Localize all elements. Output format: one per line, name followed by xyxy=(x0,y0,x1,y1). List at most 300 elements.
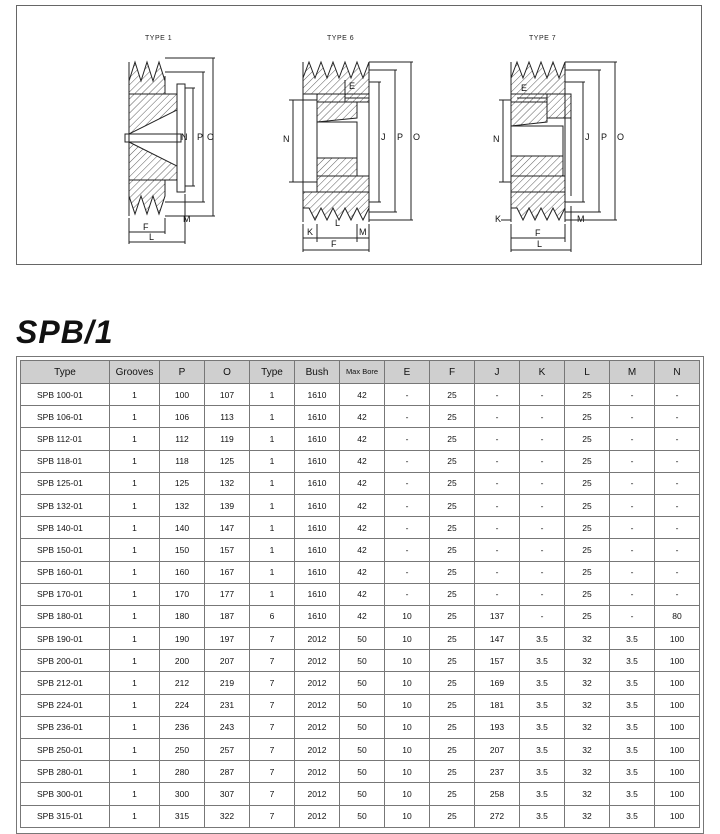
table-cell: 32 xyxy=(565,783,610,805)
table-cell: 42 xyxy=(340,517,385,539)
table-cell: 25 xyxy=(565,472,610,494)
table-cell: 1 xyxy=(110,672,160,694)
table-cell: - xyxy=(655,384,700,406)
table-cell: 1 xyxy=(110,450,160,472)
column-header: M xyxy=(610,361,655,384)
table-cell: - xyxy=(385,450,430,472)
table-cell: - xyxy=(385,428,430,450)
table-row xyxy=(21,406,700,428)
table-cell: 1 xyxy=(250,384,295,406)
table-cell: SPB 112-01 xyxy=(21,428,110,450)
table-cell: 1610 xyxy=(295,517,340,539)
table-cell: 25 xyxy=(430,650,475,672)
table-cell: 1 xyxy=(110,561,160,583)
table-cell: 257 xyxy=(205,739,250,761)
table-row xyxy=(21,539,700,561)
table-cell: 160 xyxy=(160,561,205,583)
table-cell: 2012 xyxy=(295,805,340,827)
table-cell: 118 xyxy=(160,450,205,472)
table-cell: 1 xyxy=(110,650,160,672)
type6-dim-k: K xyxy=(307,227,314,237)
table-cell: 50 xyxy=(340,694,385,716)
table-cell: 1 xyxy=(110,539,160,561)
table-cell: - xyxy=(610,583,655,605)
table-cell: 3.5 xyxy=(520,628,565,650)
table-cell: 1610 xyxy=(295,561,340,583)
table-cell: 200 xyxy=(160,650,205,672)
type1-drawing xyxy=(125,58,215,244)
table-cell: 10 xyxy=(385,761,430,783)
table-cell: - xyxy=(520,605,565,627)
table-cell: 25 xyxy=(430,428,475,450)
type7-dim-f: F xyxy=(535,228,541,238)
table-cell: 50 xyxy=(340,650,385,672)
table-cell: 300 xyxy=(160,783,205,805)
table-cell: 42 xyxy=(340,583,385,605)
column-header: E xyxy=(385,361,430,384)
table-cell: 100 xyxy=(655,805,700,827)
column-header: L xyxy=(565,361,610,384)
type1-dim-f: F xyxy=(143,222,149,232)
table-cell: 10 xyxy=(385,805,430,827)
table-cell: 42 xyxy=(340,561,385,583)
table-cell: 25 xyxy=(430,761,475,783)
table-cell: 1610 xyxy=(295,539,340,561)
table-cell: 25 xyxy=(565,450,610,472)
table-cell: 3.5 xyxy=(520,694,565,716)
table-cell: 157 xyxy=(475,650,520,672)
table-cell: 100 xyxy=(655,716,700,738)
table-cell: SPB 250-01 xyxy=(21,739,110,761)
table-cell: 100 xyxy=(160,384,205,406)
table-cell: 315 xyxy=(160,805,205,827)
table-cell: 2012 xyxy=(295,694,340,716)
table-cell: - xyxy=(610,472,655,494)
table-cell: 25 xyxy=(430,472,475,494)
table-cell: 237 xyxy=(475,761,520,783)
type7-dim-l: L xyxy=(537,239,543,249)
table-cell: 25 xyxy=(430,517,475,539)
table-cell: - xyxy=(655,428,700,450)
table-cell: - xyxy=(475,384,520,406)
table-cell: 25 xyxy=(565,428,610,450)
table-cell: 1610 xyxy=(295,450,340,472)
table-cell: 1 xyxy=(110,384,160,406)
table-header-row xyxy=(21,361,700,384)
table-cell: 169 xyxy=(475,672,520,694)
table-cell: 1610 xyxy=(295,605,340,627)
table-cell: 1 xyxy=(110,428,160,450)
table-cell: - xyxy=(520,539,565,561)
table-cell: 100 xyxy=(655,739,700,761)
table-cell: 80 xyxy=(655,605,700,627)
table-cell: - xyxy=(655,517,700,539)
type1-dim-l: L xyxy=(149,232,155,242)
table-cell: - xyxy=(475,539,520,561)
table-cell: 10 xyxy=(385,672,430,694)
type7-dim-k: K xyxy=(495,214,502,224)
table-cell: 119 xyxy=(205,428,250,450)
table-cell: 1610 xyxy=(295,406,340,428)
table-cell: 1 xyxy=(110,494,160,516)
table-cell: SPB 200-01 xyxy=(21,650,110,672)
table-cell: - xyxy=(475,472,520,494)
table-row xyxy=(21,517,700,539)
table-cell: 180 xyxy=(160,605,205,627)
table-cell: 25 xyxy=(430,406,475,428)
table-row xyxy=(21,428,700,450)
column-header: Type xyxy=(250,361,295,384)
table-cell: 157 xyxy=(205,539,250,561)
table-cell: 3.5 xyxy=(610,716,655,738)
table-cell: 25 xyxy=(430,384,475,406)
table-cell: - xyxy=(385,406,430,428)
table-cell: - xyxy=(385,494,430,516)
table-cell: SPB 212-01 xyxy=(21,672,110,694)
table-cell: 25 xyxy=(430,539,475,561)
table-cell: 187 xyxy=(205,605,250,627)
table-cell: 1610 xyxy=(295,428,340,450)
column-header: K xyxy=(520,361,565,384)
table-cell: - xyxy=(520,450,565,472)
table-cell: SPB 300-01 xyxy=(21,783,110,805)
type6-dim-f: F xyxy=(331,239,337,249)
spb-table-frame xyxy=(16,356,704,834)
table-cell: 287 xyxy=(205,761,250,783)
table-row xyxy=(21,583,700,605)
type6-dim-j: J xyxy=(381,132,386,142)
table-cell: 10 xyxy=(385,716,430,738)
table-cell: 1 xyxy=(110,783,160,805)
table-cell: 32 xyxy=(565,805,610,827)
table-cell: 25 xyxy=(565,583,610,605)
table-cell: SPB 170-01 xyxy=(21,583,110,605)
table-cell: 1 xyxy=(110,694,160,716)
table-cell: 190 xyxy=(160,628,205,650)
table-cell: 25 xyxy=(430,628,475,650)
table-cell: 112 xyxy=(160,428,205,450)
table-cell: 100 xyxy=(655,783,700,805)
table-cell: 106 xyxy=(160,406,205,428)
table-cell: 125 xyxy=(205,450,250,472)
table-cell: - xyxy=(655,406,700,428)
table-cell: 1 xyxy=(110,583,160,605)
table-cell: 50 xyxy=(340,783,385,805)
table-cell: - xyxy=(475,517,520,539)
table-row xyxy=(21,605,700,627)
table-cell: - xyxy=(610,539,655,561)
table-cell: 3.5 xyxy=(610,783,655,805)
table-cell: 207 xyxy=(205,650,250,672)
table-cell: 1 xyxy=(250,428,295,450)
table-cell: - xyxy=(610,517,655,539)
type1-dim-p: P xyxy=(197,132,204,142)
table-cell: - xyxy=(520,517,565,539)
table-cell: 3.5 xyxy=(610,672,655,694)
table-cell: 147 xyxy=(205,517,250,539)
table-cell: 1610 xyxy=(295,472,340,494)
table-row xyxy=(21,384,700,406)
table-cell: 3.5 xyxy=(520,783,565,805)
table-cell: 25 xyxy=(565,406,610,428)
table-cell: SPB 150-01 xyxy=(21,539,110,561)
table-cell: 50 xyxy=(340,739,385,761)
table-cell: - xyxy=(475,561,520,583)
table-cell: 1 xyxy=(110,739,160,761)
table-cell: 272 xyxy=(475,805,520,827)
pulley-diagrams-panel xyxy=(16,5,702,265)
table-cell: - xyxy=(385,561,430,583)
type7-label: TYPE 7 xyxy=(529,35,557,42)
table-cell: 3.5 xyxy=(520,805,565,827)
table-cell: 1 xyxy=(250,494,295,516)
table-row xyxy=(21,761,700,783)
table-cell: 1 xyxy=(110,605,160,627)
table-cell: 3.5 xyxy=(520,761,565,783)
table-row xyxy=(21,805,700,827)
table-cell: SPB 236-01 xyxy=(21,716,110,738)
type7-dim-p: P xyxy=(601,132,608,142)
table-cell: - xyxy=(520,583,565,605)
table-cell: 32 xyxy=(565,628,610,650)
table-cell: 7 xyxy=(250,672,295,694)
table-cell: 170 xyxy=(160,583,205,605)
table-cell: 197 xyxy=(205,628,250,650)
table-cell: 2012 xyxy=(295,628,340,650)
table-cell: 3.5 xyxy=(610,739,655,761)
table-cell: - xyxy=(385,517,430,539)
type7-dim-j: J xyxy=(585,132,590,142)
table-cell: 10 xyxy=(385,650,430,672)
type1-dim-m: M xyxy=(183,214,191,224)
table-cell: 3.5 xyxy=(520,739,565,761)
table-cell: - xyxy=(610,428,655,450)
table-cell: 177 xyxy=(205,583,250,605)
table-cell: SPB 132-01 xyxy=(21,494,110,516)
table-cell: 7 xyxy=(250,783,295,805)
table-cell: 1 xyxy=(250,583,295,605)
table-cell: 207 xyxy=(475,739,520,761)
table-cell: - xyxy=(610,384,655,406)
table-cell: 113 xyxy=(205,406,250,428)
type6-dim-o: O xyxy=(413,132,421,142)
table-row xyxy=(21,472,700,494)
table-cell: 50 xyxy=(340,805,385,827)
table-cell: 1 xyxy=(110,805,160,827)
table-cell: 7 xyxy=(250,650,295,672)
table-cell: 32 xyxy=(565,761,610,783)
table-cell: 1610 xyxy=(295,583,340,605)
table-cell: 2012 xyxy=(295,650,340,672)
table-row xyxy=(21,783,700,805)
type1-dim-n: N xyxy=(181,132,188,142)
table-cell: 25 xyxy=(565,561,610,583)
table-cell: 167 xyxy=(205,561,250,583)
table-cell: 1 xyxy=(250,450,295,472)
type6-dim-n: N xyxy=(283,134,290,144)
table-cell: - xyxy=(475,406,520,428)
table-cell: 1 xyxy=(110,628,160,650)
table-cell: 1 xyxy=(110,716,160,738)
table-cell: - xyxy=(655,450,700,472)
table-cell: 140 xyxy=(160,517,205,539)
table-cell: 322 xyxy=(205,805,250,827)
column-header: Bush xyxy=(295,361,340,384)
table-cell: 25 xyxy=(430,450,475,472)
table-cell: 2012 xyxy=(295,672,340,694)
table-cell: 2012 xyxy=(295,739,340,761)
pulley-drawings xyxy=(17,6,701,264)
table-cell: 2012 xyxy=(295,761,340,783)
table-cell: 7 xyxy=(250,805,295,827)
table-cell: 2012 xyxy=(295,716,340,738)
table-cell: 10 xyxy=(385,694,430,716)
table-cell: 42 xyxy=(340,472,385,494)
table-cell: 25 xyxy=(430,783,475,805)
table-cell: 1610 xyxy=(295,384,340,406)
table-cell: 32 xyxy=(565,672,610,694)
table-cell: - xyxy=(655,494,700,516)
table-cell: 1 xyxy=(250,472,295,494)
table-row xyxy=(21,628,700,650)
table-cell: - xyxy=(520,494,565,516)
table-cell: 258 xyxy=(475,783,520,805)
spb-data-table xyxy=(20,360,700,828)
table-row xyxy=(21,716,700,738)
table-cell: 100 xyxy=(655,694,700,716)
table-cell: 32 xyxy=(565,694,610,716)
table-cell: 236 xyxy=(160,716,205,738)
table-cell: 25 xyxy=(430,805,475,827)
table-cell: 25 xyxy=(430,583,475,605)
table-cell: 7 xyxy=(250,716,295,738)
table-cell: - xyxy=(475,450,520,472)
table-cell: 25 xyxy=(565,517,610,539)
table-cell: 7 xyxy=(250,761,295,783)
table-cell: 42 xyxy=(340,450,385,472)
table-cell: 1610 xyxy=(295,494,340,516)
table-cell: 25 xyxy=(565,494,610,516)
table-cell: 231 xyxy=(205,694,250,716)
column-header: J xyxy=(475,361,520,384)
table-cell: - xyxy=(385,472,430,494)
table-cell: 181 xyxy=(475,694,520,716)
table-cell: SPB 315-01 xyxy=(21,805,110,827)
table-cell: - xyxy=(385,384,430,406)
table-cell: 7 xyxy=(250,739,295,761)
table-cell: 42 xyxy=(340,539,385,561)
table-cell: - xyxy=(385,539,430,561)
table-cell: 10 xyxy=(385,628,430,650)
table-cell: 224 xyxy=(160,694,205,716)
table-cell: 25 xyxy=(430,672,475,694)
table-cell: 32 xyxy=(565,716,610,738)
table-cell: SPB 106-01 xyxy=(21,406,110,428)
column-header: O xyxy=(205,361,250,384)
table-cell: 1 xyxy=(250,539,295,561)
table-cell: 50 xyxy=(340,672,385,694)
table-cell: 3.5 xyxy=(610,650,655,672)
table-cell: 25 xyxy=(430,716,475,738)
table-cell: SPB 118-01 xyxy=(21,450,110,472)
table-cell: SPB 160-01 xyxy=(21,561,110,583)
table-cell: 132 xyxy=(205,472,250,494)
table-cell: SPB 224-01 xyxy=(21,694,110,716)
table-row xyxy=(21,450,700,472)
table-cell: 50 xyxy=(340,628,385,650)
table-cell: 100 xyxy=(655,628,700,650)
type1-dim-o: O xyxy=(207,132,215,142)
column-header: Max Bore xyxy=(340,361,385,384)
table-cell: 25 xyxy=(430,739,475,761)
table-cell: 10 xyxy=(385,739,430,761)
type7-dim-o: O xyxy=(617,132,625,142)
table-cell: - xyxy=(610,561,655,583)
table-cell: - xyxy=(610,605,655,627)
table-cell: 10 xyxy=(385,783,430,805)
table-cell: - xyxy=(520,428,565,450)
table-cell: 7 xyxy=(250,628,295,650)
table-cell: 50 xyxy=(340,761,385,783)
column-header: F xyxy=(430,361,475,384)
table-cell: 3.5 xyxy=(610,628,655,650)
table-cell: 3.5 xyxy=(610,805,655,827)
table-cell: 42 xyxy=(340,406,385,428)
table-cell: 25 xyxy=(565,605,610,627)
table-cell: - xyxy=(610,450,655,472)
table-cell: 212 xyxy=(160,672,205,694)
table-cell: 6 xyxy=(250,605,295,627)
type7-dim-e: E xyxy=(521,83,528,93)
table-cell: - xyxy=(610,494,655,516)
type6-dim-e: E xyxy=(349,81,356,91)
table-cell: 1 xyxy=(110,472,160,494)
column-header: Type xyxy=(21,361,110,384)
table-cell: 137 xyxy=(475,605,520,627)
table-cell: - xyxy=(610,406,655,428)
table-cell: 3.5 xyxy=(520,672,565,694)
table-body xyxy=(21,384,700,828)
table-cell: SPB 280-01 xyxy=(21,761,110,783)
table-cell: 100 xyxy=(655,650,700,672)
table-cell: 1 xyxy=(250,561,295,583)
column-header: Grooves xyxy=(110,361,160,384)
table-cell: 100 xyxy=(655,672,700,694)
type7-dim-n: N xyxy=(493,134,500,144)
table-row xyxy=(21,739,700,761)
table-row xyxy=(21,694,700,716)
table-cell: 150 xyxy=(160,539,205,561)
table-cell: 107 xyxy=(205,384,250,406)
table-cell: 3.5 xyxy=(610,694,655,716)
type6-dim-p: P xyxy=(397,132,404,142)
table-cell: 193 xyxy=(475,716,520,738)
table-cell: 250 xyxy=(160,739,205,761)
table-cell: - xyxy=(655,583,700,605)
table-cell: 50 xyxy=(340,716,385,738)
table-row xyxy=(21,494,700,516)
table-cell: SPB 180-01 xyxy=(21,605,110,627)
table-row xyxy=(21,561,700,583)
table-cell: 1 xyxy=(250,517,295,539)
table-cell: - xyxy=(520,472,565,494)
table-cell: 147 xyxy=(475,628,520,650)
table-cell: 25 xyxy=(430,694,475,716)
table-row xyxy=(21,672,700,694)
table-cell: 280 xyxy=(160,761,205,783)
table-cell: 25 xyxy=(565,384,610,406)
table-cell: - xyxy=(385,583,430,605)
